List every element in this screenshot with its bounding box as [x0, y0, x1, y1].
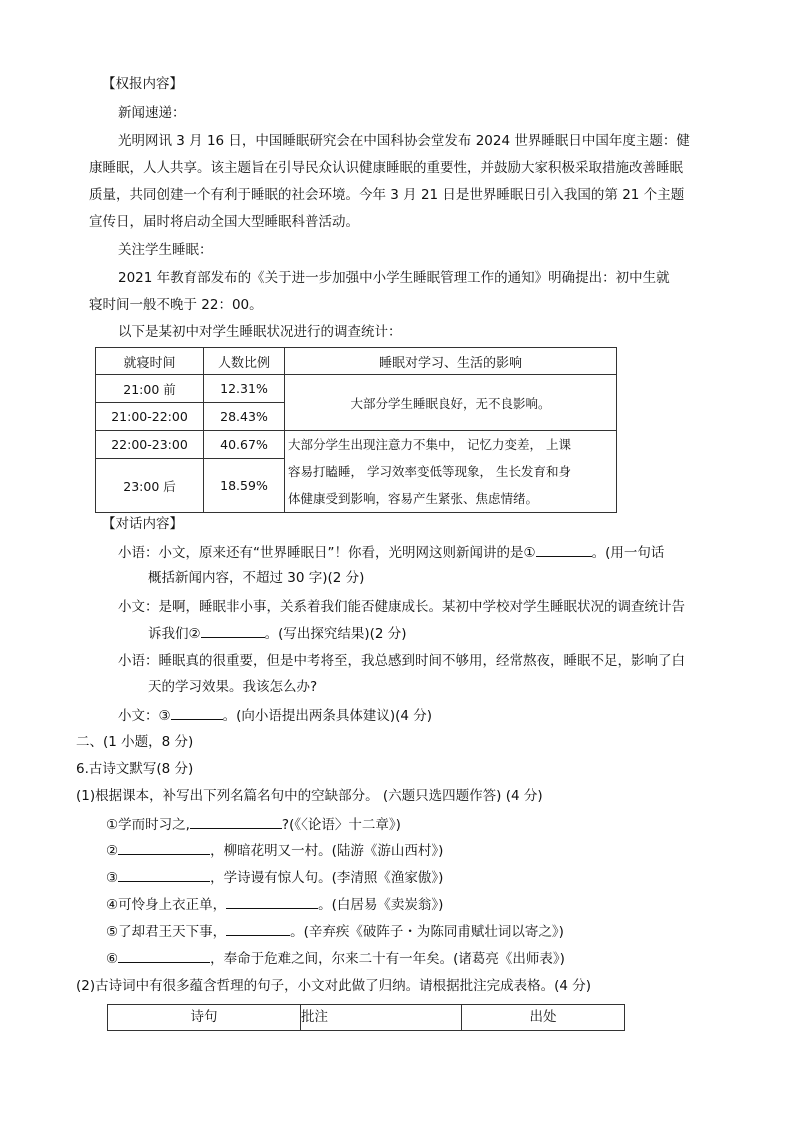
poem-blank[interactable]: [226, 894, 318, 909]
news-line-2: 康睡眠，人人共享。该主题旨在引导民众认识健康睡眠的重要性，并鼓励大家积极采取措施改善睡眠: [89, 160, 683, 176]
news-line-4: 宣传日，届时将启动全国大型睡眠科普活动。: [89, 214, 359, 230]
dialogue-q4-text-tail: 。(向小语提出两条具体建议)(4 分): [222, 708, 433, 724]
table-row: [96, 431, 617, 459]
dialogue-q1-line-2: 概括新闻内容，不超过 30 字)(2 分): [148, 570, 365, 586]
impact-bad-line: 体健康受到影响，容易产生紧张、焦虑情绪。: [288, 491, 539, 506]
header-verse: 诗句: [108, 1005, 301, 1031]
dialogue-q4-line: [118, 705, 432, 726]
poem-blank[interactable]: [226, 921, 290, 936]
poem-item: [106, 840, 443, 861]
bedtime-cell: 21:00-22:00: [96, 403, 204, 431]
dialogue-heading: 【对话内容】: [102, 516, 183, 532]
poem-item-prefix: ⑥: [106, 951, 119, 967]
news-line-1: 光明网讯 3 月 16 日，中国睡眠研究会在中国科协会堂发布 2024 世界睡眠日中国年度主题：健: [118, 133, 690, 149]
poem-item: [106, 814, 401, 835]
dialogue-q2-text-tail: 。(写出探究结果)(2 分): [264, 626, 407, 642]
answer-blank-1[interactable]: [536, 542, 592, 557]
dialogue-q1-text: 小语：小文，原来还有“世界睡眠日”！你看，光明网这则新闻讲的是①: [118, 545, 536, 561]
dialogue-q1-line-1: [118, 542, 664, 563]
poem-item-suffix: ，学诗谩有惊人句。(李清照《渔家傲》): [210, 870, 444, 886]
poem-item-suffix: 。(辛弃疾《破阵子・为陈同甫赋壮词以寄之》): [290, 924, 564, 940]
poem-item: [106, 894, 443, 915]
survey-intro: 以下是某初中对学生睡眠状况进行的调查统计：: [118, 324, 402, 340]
answer-blank-2[interactable]: [201, 623, 265, 638]
table-row: [96, 375, 617, 403]
dialogue-q2-line-1: 小文：是啊，睡眠非小事，关系着我们能否健康成长。某初中学校对学生睡眠状况的调查统计告: [118, 599, 685, 615]
ratio-cell: 28.43%: [204, 403, 285, 431]
bedtime-cell: 23:00 后: [96, 459, 204, 513]
header-source: 出处: [462, 1005, 625, 1031]
header-bedtime: 就寝时间: [96, 348, 204, 375]
poem-summary-table: [107, 1004, 625, 1031]
poem-item-prefix: ③: [106, 870, 119, 886]
impact-good-cell: 大部分学生睡眠良好，无不良影响。: [285, 375, 617, 431]
dialogue-q2-line-2: [148, 623, 407, 644]
part2-title: 二、(1 小题，8 分): [76, 734, 194, 750]
news-line-3: 质量，共同创建一个有利于睡眠的社会环境。今年 3 月 21 日是世界睡眠日引入我国的第 21 个主题: [89, 187, 685, 203]
bedtime-cell: 21:00 前: [96, 375, 204, 403]
poem-item-prefix: ②: [106, 843, 119, 859]
ratio-cell: 40.67%: [204, 431, 285, 459]
dialogue-q3-line-2: 天的学习效果。我该怎么办?: [148, 679, 318, 695]
poem-item: [106, 921, 564, 942]
poem-item-suffix: ，柳暗花明又一村。(陆游《游山西村》): [210, 843, 444, 859]
focus-line-1: 2021 年教育部发布的《关于进一步加强中小学生睡眠管理工作的通知》明确提出：初中生就: [118, 270, 670, 286]
poem-blank[interactable]: [118, 867, 210, 882]
header-annotation: 批注: [301, 1005, 462, 1031]
poem-blank[interactable]: [190, 814, 282, 829]
poem-item-suffix: ?(《〈论语〉十二章》): [281, 817, 401, 833]
header-ratio: 人数比例: [204, 348, 285, 375]
poem-item: [106, 948, 565, 969]
impact-bad-line: 容易打瞌睡， 学习效率变低等现象， 生长发育和身: [288, 464, 571, 479]
q6-title: 6.古诗文默写(8 分): [76, 761, 194, 777]
impact-bad-cell: [285, 431, 617, 513]
poem-item-prefix: ⑤了却君王天下事，: [106, 924, 227, 940]
sub-question-1: (1)根据课本，补写出下列名篇名句中的空缺部分。 (六题只选四题作答) (4 分): [76, 788, 543, 804]
sub-question-2: (2)古诗词中有很多蕴含哲理的句子，小文对此做了归纳。请根据批注完成表格。(4 分): [76, 978, 592, 994]
poem-item-prefix: ④可怜身上衣正单，: [106, 897, 227, 913]
poem-blank[interactable]: [118, 948, 210, 963]
dialogue-q4-text: 小文：③: [118, 708, 171, 724]
dialogue-q3-line-1: 小语：睡眠真的很重要，但是中考将至，我总感到时间不够用，经常熬夜，睡眠不足，影响了白: [118, 653, 685, 669]
focus-label: 关注学生睡眠：: [118, 242, 213, 258]
ratio-cell: 12.31%: [204, 375, 285, 403]
poem-item-prefix: ①学而时习之,: [106, 817, 190, 833]
focus-line-2: 寝时间一般不晚于 22：00。: [89, 297, 263, 313]
news-label: 新闻速递：: [118, 105, 186, 121]
poem-item-suffix: ，奉命于危难之间，尔来二十有一年矣。(诸葛亮《出师表》): [210, 951, 565, 967]
answer-blank-3[interactable]: [171, 705, 223, 720]
poem-item-suffix: 。(白居易《卖炭翁》): [318, 897, 444, 913]
impact-bad-line: 大部分学生出现注意力不集中， 记忆力变差， 上课: [288, 437, 571, 452]
ratio-cell: 18.59%: [204, 459, 285, 513]
dialogue-q1-text-tail: 。(用一句话: [591, 545, 665, 561]
newspaper-heading: 【权报内容】: [102, 76, 183, 92]
dialogue-q2-text: 诉我们②: [148, 626, 201, 642]
poem-blank[interactable]: [118, 840, 210, 855]
survey-table: [95, 347, 617, 513]
poem-item: [106, 867, 443, 888]
bedtime-cell: 22:00-23:00: [96, 431, 204, 459]
header-impact: 睡眠对学习、生活的影响: [285, 348, 617, 375]
